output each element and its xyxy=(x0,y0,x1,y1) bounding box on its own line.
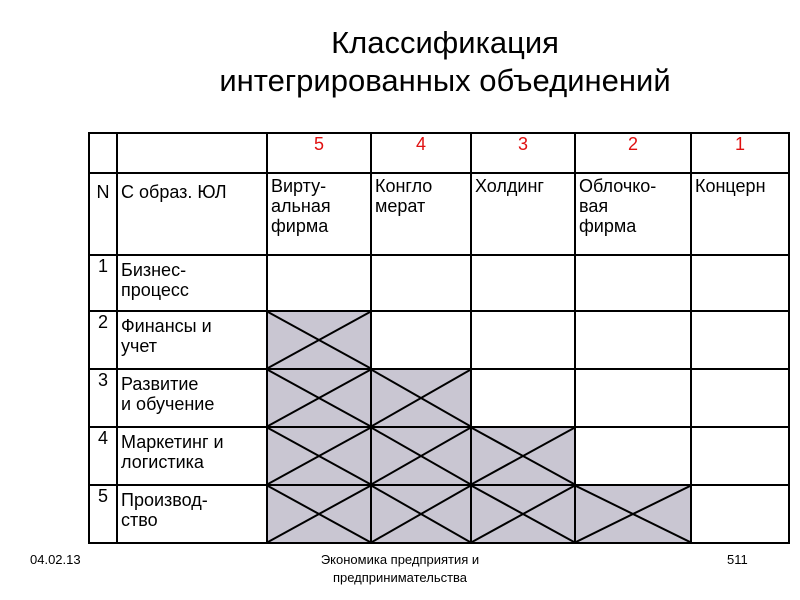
header-concern-line: Концерн xyxy=(695,176,766,196)
empty-cell xyxy=(575,427,691,485)
table-body xyxy=(89,255,789,543)
cross-mark xyxy=(576,486,690,542)
classification-table xyxy=(88,132,790,544)
cross-mark xyxy=(372,370,470,426)
header-conglomerate-line: Конгло xyxy=(375,176,433,196)
empty-cell xyxy=(691,485,789,543)
empty-cell xyxy=(371,255,471,311)
row-number: 4 xyxy=(89,427,117,485)
empty-cell xyxy=(575,311,691,369)
crossed-cell xyxy=(371,369,471,427)
crossed-cell xyxy=(371,485,471,543)
cross-mark xyxy=(472,428,574,484)
row-label-line: Производ- xyxy=(121,490,208,510)
header-virtual-firm-line: фирма xyxy=(271,216,329,236)
table-row xyxy=(89,369,789,427)
row-label-line: Бизнес- xyxy=(121,260,187,280)
rank-5: 5 xyxy=(267,133,371,173)
crossed-cell xyxy=(267,311,371,369)
header-cloud-firm-line: фирма xyxy=(579,216,637,236)
slide-title xyxy=(0,24,800,100)
header-virtual-firm-line: альная xyxy=(271,196,331,216)
crossed-cell xyxy=(267,427,371,485)
footer-date: 04.02.13 xyxy=(30,552,81,567)
crossed-cell xyxy=(471,485,575,543)
crossed-cell xyxy=(575,485,691,543)
empty-cell xyxy=(691,311,789,369)
cross-mark xyxy=(372,428,470,484)
header-virtual-firm xyxy=(267,173,371,255)
row-label xyxy=(117,485,267,543)
empty-cell xyxy=(575,255,691,311)
row-label-line: логистика xyxy=(121,452,204,472)
table-row xyxy=(89,427,789,485)
header-holding xyxy=(471,173,575,255)
crossed-cell xyxy=(267,369,371,427)
row-label xyxy=(117,427,267,485)
header-concern xyxy=(691,173,789,255)
empty-cell xyxy=(471,369,575,427)
header-n: N xyxy=(89,173,117,255)
rank-4: 4 xyxy=(371,133,471,173)
empty-cell xyxy=(267,255,371,311)
slide-title-line-2: интегрированных объединений xyxy=(219,63,671,98)
row-label xyxy=(117,369,267,427)
empty-cell xyxy=(691,427,789,485)
crossed-cell xyxy=(471,427,575,485)
header-cloud-firm-line: Облочко- xyxy=(579,176,657,196)
header-conglomerate-line: мерат xyxy=(375,196,426,216)
cross-mark xyxy=(372,486,470,542)
number-row xyxy=(89,133,789,173)
rank-1: 1 xyxy=(691,133,789,173)
empty-cell xyxy=(471,255,575,311)
empty-cell xyxy=(691,255,789,311)
row-label-line: Финансы и xyxy=(121,316,212,336)
footer-course xyxy=(290,551,510,587)
row-label-line: Развитие xyxy=(121,374,199,394)
footer-course-line-2: предпринимательства xyxy=(332,570,468,585)
row-label-line: ство xyxy=(121,510,158,530)
header-conglomerate xyxy=(371,173,471,255)
empty-cell xyxy=(371,311,471,369)
rank-2: 2 xyxy=(575,133,691,173)
header-holding-line: Холдинг xyxy=(475,176,544,196)
cross-mark xyxy=(472,486,574,542)
header-virtual-firm-line: Вирту- xyxy=(271,176,327,196)
header-cloud-firm-line: вая xyxy=(579,196,609,216)
slide-title-line-1: Классификация xyxy=(331,25,559,60)
table-row xyxy=(89,255,789,311)
cross-mark xyxy=(268,428,370,484)
cross-mark xyxy=(268,486,370,542)
table-row xyxy=(89,311,789,369)
corner-cell-label xyxy=(117,133,267,173)
corner-cell xyxy=(89,133,117,173)
row-number: 1 xyxy=(89,255,117,311)
header-row xyxy=(89,173,789,255)
empty-cell xyxy=(691,369,789,427)
crossed-cell xyxy=(267,485,371,543)
row-label-line: учет xyxy=(121,336,158,356)
cross-mark xyxy=(268,312,370,368)
cross-mark xyxy=(268,370,370,426)
row-number: 2 xyxy=(89,311,117,369)
row-label xyxy=(117,311,267,369)
footer-page-number: 511 xyxy=(727,552,748,567)
crossed-cell xyxy=(371,427,471,485)
row-number: 5 xyxy=(89,485,117,543)
row-label xyxy=(117,255,267,311)
header-cloud-firm xyxy=(575,173,691,255)
row-label-line: Маркетинг и xyxy=(121,432,224,452)
header-type: С образ. ЮЛ xyxy=(117,173,267,255)
row-label-line: процесс xyxy=(121,280,189,300)
empty-cell xyxy=(575,369,691,427)
footer-course-line-1: Экономика предприятия и xyxy=(320,552,480,567)
table-row xyxy=(89,485,789,543)
row-label-line: и обучение xyxy=(121,394,215,414)
row-number: 3 xyxy=(89,369,117,427)
rank-3: 3 xyxy=(471,133,575,173)
empty-cell xyxy=(471,311,575,369)
